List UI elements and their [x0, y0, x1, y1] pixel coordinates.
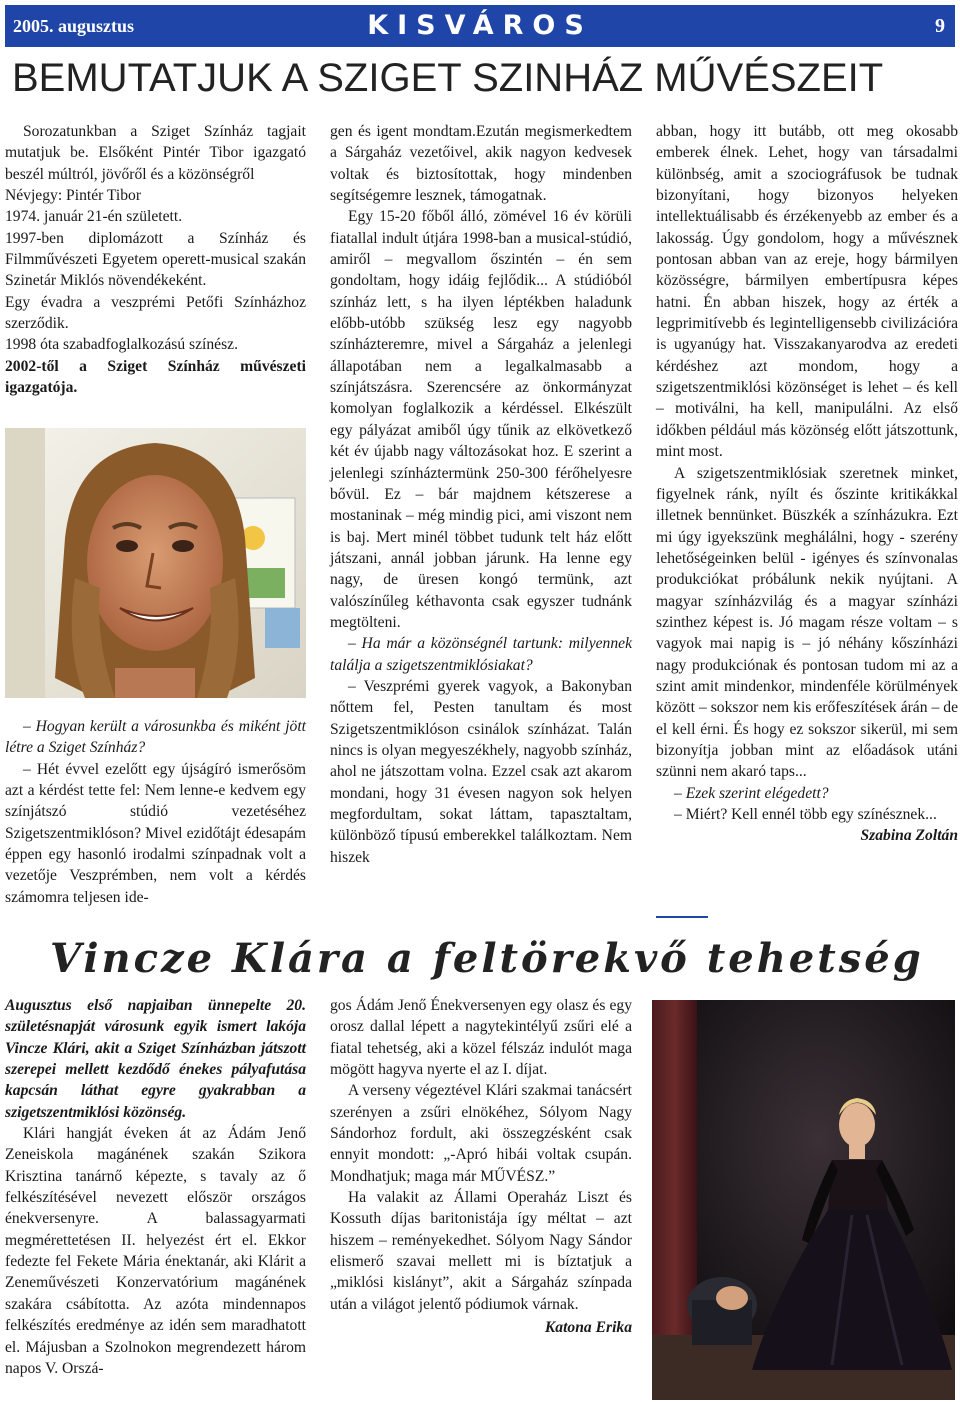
masthead [5, 5, 955, 47]
interview-question: – Hogyan került a városunkba és miként jött létre a Sziget Színház? [5, 718, 306, 757]
article-column-2 [330, 121, 632, 868]
article-headline: BEMUTATJUK A SZIGET SZINHÁZ MŰVÉSZEIT [12, 56, 884, 100]
article-column-1-cont [5, 716, 306, 908]
article-end-rule [656, 916, 708, 918]
bio-line: 1997-ben diplomázott a Színház és Filmművészeti Egyetem operett-musical szakán Szinetár Miklós növendékeként. [5, 229, 306, 290]
interview-answer: – Miért? Kell ennél több egy színésznek... [674, 806, 937, 823]
bio-line: 2002-től a Sziget Színház művészeti igazgatója. [5, 357, 306, 397]
bio-line: Egy évadra a veszprémi Petőfi Színházhoz szerződik. [5, 293, 306, 333]
author-signature: Katona Erika [544, 1319, 632, 1337]
interview-answer: abban, hogy itt butább, ott meg okosabb emberek élnek. Lehet, hogy van társadalmi különbség, amit a szociográfusok be tudnak bizonyítani, hogy bizonyos helyeken intellektuálisabb és érzékenyebb az ember és a lakosság. Úgy gondolom, hogy a művésznek pontosan abban van az ereje, hogy bármilyen közösségre, bármilyen embertípusra képes hatni. Én abban hiszek, hogy az érték a legprimitívebb és legintelligensebb civilizációra is ugyanúgy hat. Visszakanyarodva az eredeti kérdéshez azt mondom, hogy a szigetszentmiklósi közönséget is lehet – és kell – motiválni, ha kell, manipulálni. Az első időkben például más közönség előtt játszottunk, mint most. [656, 123, 958, 461]
interview-question: – Ha már a közönségnél tartunk: milyennek találja a szigetszentmiklósiakat? [330, 635, 632, 674]
author-signature: Szabina Zoltán [860, 827, 958, 845]
interview-answer: Egy 15-20 főből álló, zömével 16 év körüli fiatallal indult útjára 1998-ban a musical-stúdió, amiről – megvallom őszintén – én sem gondoltam, hogy idáig fejlődik... A stúdióból színház lett, s ha ilyen léptékben haladunk előbb-utóbb szükség lesz egy nagyobb színházteremre, mivel a Sárgaház a jelenlegi állapotában nem a legalkalmasabb a színjátszásra. Szerencsére az önkormányzat komolyan foglalkozik a kérdéssel. Elkészült egy pályázat amiből úgy tűnik az elkövetkező két év újabb nagy változásokat hoz. E szerint a jelenlegi színháztermünk 250-300 férőhelyesre bővül. Ez – bár majdnem kétszerese a mostaninak – még mindig pici, ami viszont nem is baj. Mert minél többet tudunk telt ház előtt játszani, annál jobban járunk. Ha lenne egy nagy, de üresen kongó termünk, azt valószínűleg kéthavonta csak egyszer tudnánk megtölteni. [330, 208, 632, 631]
intro-paragraph: Sorozatunkban a Sziget Színház tagjait mutatjuk be. Elsőként Pintér Tibor igazgató beszél múltról, jövőről és a közönségről [5, 123, 306, 183]
newspaper-title: KISVÁROS [367, 10, 593, 41]
article2-paragraph: gos Ádám Jenő Énekversenyen egy olasz és egy orosz dallal lépett a nagytekintélyű zsűri elé a fiatal tehetség, aki a közel félszáz indulót maga mögött hagyva nyerte el az I. díjat. [330, 997, 632, 1079]
article2-paragraph: Ha valakit az Állami Operaház Liszt és Kossuth díjas baritonistája így méltat – azt hiszem – reményekedhet. Sólyom Nagy Sándor elismerő szavai mellett mi is bíztatjuk a „miklósi kislányt”, akit a Sárgaház színpada után a világot jelentő pódiumok várnak. [330, 1189, 632, 1313]
bio-line: 1974. január 21-én született. [5, 208, 183, 226]
page-number: 9 [935, 15, 945, 37]
bio-line: 1998 óta szabadfoglalkozású színész. [5, 336, 238, 354]
bio-box [5, 185, 306, 398]
article2-column-1 [5, 995, 306, 1379]
article2-headline: Vincze Klára a feltörekvő tehetség [50, 935, 924, 982]
bio-line: Névjegy: Pintér Tibor [5, 187, 142, 205]
article2-paragraph: Klári hangját éveken át az Ádám Jenő Zeneiskola magánének szakán Szikora Krisztina tanárnő képezte, s tavaly az ő felkészítésével nevezett először országos énekversenyre. A balassagyarmati megmérettetésen II. helyezést ért el. Ekkor fedezte fel Fekete Mária énektanár, aki Klárit a Zeneművészeti Konzervatórium magánének szakára csábította. Az azóta mindennapos felkészítés eredménye az idén sem maradhatott el. Májusban a Szolnokon megrendezett három napos V. Orszá- [5, 1125, 306, 1377]
stage-photo [652, 1000, 955, 1400]
article-column-3 [656, 121, 958, 847]
article2-paragraph: A verseny végeztével Klári szakmai tanácsért szerényen a zsűri elnökéhez, Sólyom Nagy Sándorhoz fordult, aki összegzésként csak ennyit mondott: „-Apró hibái voltak csupán. Mondhatjuk; maga már MŰVÉSZ.” [330, 1082, 632, 1185]
interview-question: – Ezek szerint elégedett? [674, 784, 829, 802]
article2-lead: Augusztus első napjaiban ünnepelte 20. születésnapját városunk egyik ismert lakója Vincze Klári, akit a Sziget Színházban játszott szerepei mellett kezdődő énekes pályafutása kapcsán láthat egyre gyakrabban a szigetszentmiklósi közönség. [5, 997, 306, 1121]
interview-answer: gen és igent mondtam.Ezután megismerkedtem a Sárgaház vezetőivel, akik nagyon kedvesek voltak és biztosítottak, hogy mindenben segítségemre lesznek, támogatnak. [330, 123, 632, 205]
issue-date: 2005. augusztus [13, 16, 135, 36]
interview-answer: – Veszprémi gyerek vagyok, a Bakonyban nőttem fel, Pesten tanultam és most Szigetszentmiklóson csinálok színházat. Talán nincs is olyan megyeszékhely, nagyobb színház, ahol ne játszottam volna. Ezzel csak azt akarom mondani, hogy 31 évesen nagyon sok helyen megfordultam, sokat láttam, tapasztaltam, különböző típusú emberekkel találkoztam. Nem hiszek [330, 677, 632, 866]
article-column-1 [5, 121, 306, 398]
article2-column-2 [330, 995, 632, 1339]
portrait-photo [5, 428, 306, 698]
interview-answer: – Hét évvel ezelőtt egy újságíró ismerősöm azt a kérdést tette fel: Nem lenne-e kedvem egy színjátszó stúdió vezetéséhez Szigetszentmiklóson? Mivel ezidőtájt édesapám éppen egy hasonló irodalmi színpadnak volt a vezetője Veszprémben, nem volt a kérdés számomra teljesen ide- [5, 760, 306, 906]
interview-answer: A szigetszentmiklósiak szeretnek minket, figyelnek ránk, nyílt és őszinte kritikákkal illetnek bennünket. Büszkék a színházukra. Ezt mi úgy igyekszünk meghálálni, hogy - szerény lehetőségeinken belül - igényes és színvonalas produkciókat próbálunk nekik nyújtani. A magyar színházvilág és a magyar színházi szinthez képest is. Jó magam része voltam – s vagyok mai napig is – jó néhány kőszínházi nagy produkciónak és pontosan tudom mi az a szint amit mindenkor, mindenféle körülmények között – sokszor nem kis erőfeszítések árán – de el kell érni. És hogy ez sokszor sikerül, mi sem bizonyítja jobban mint az előadások utáni szünni nem akaró taps... [656, 464, 958, 781]
